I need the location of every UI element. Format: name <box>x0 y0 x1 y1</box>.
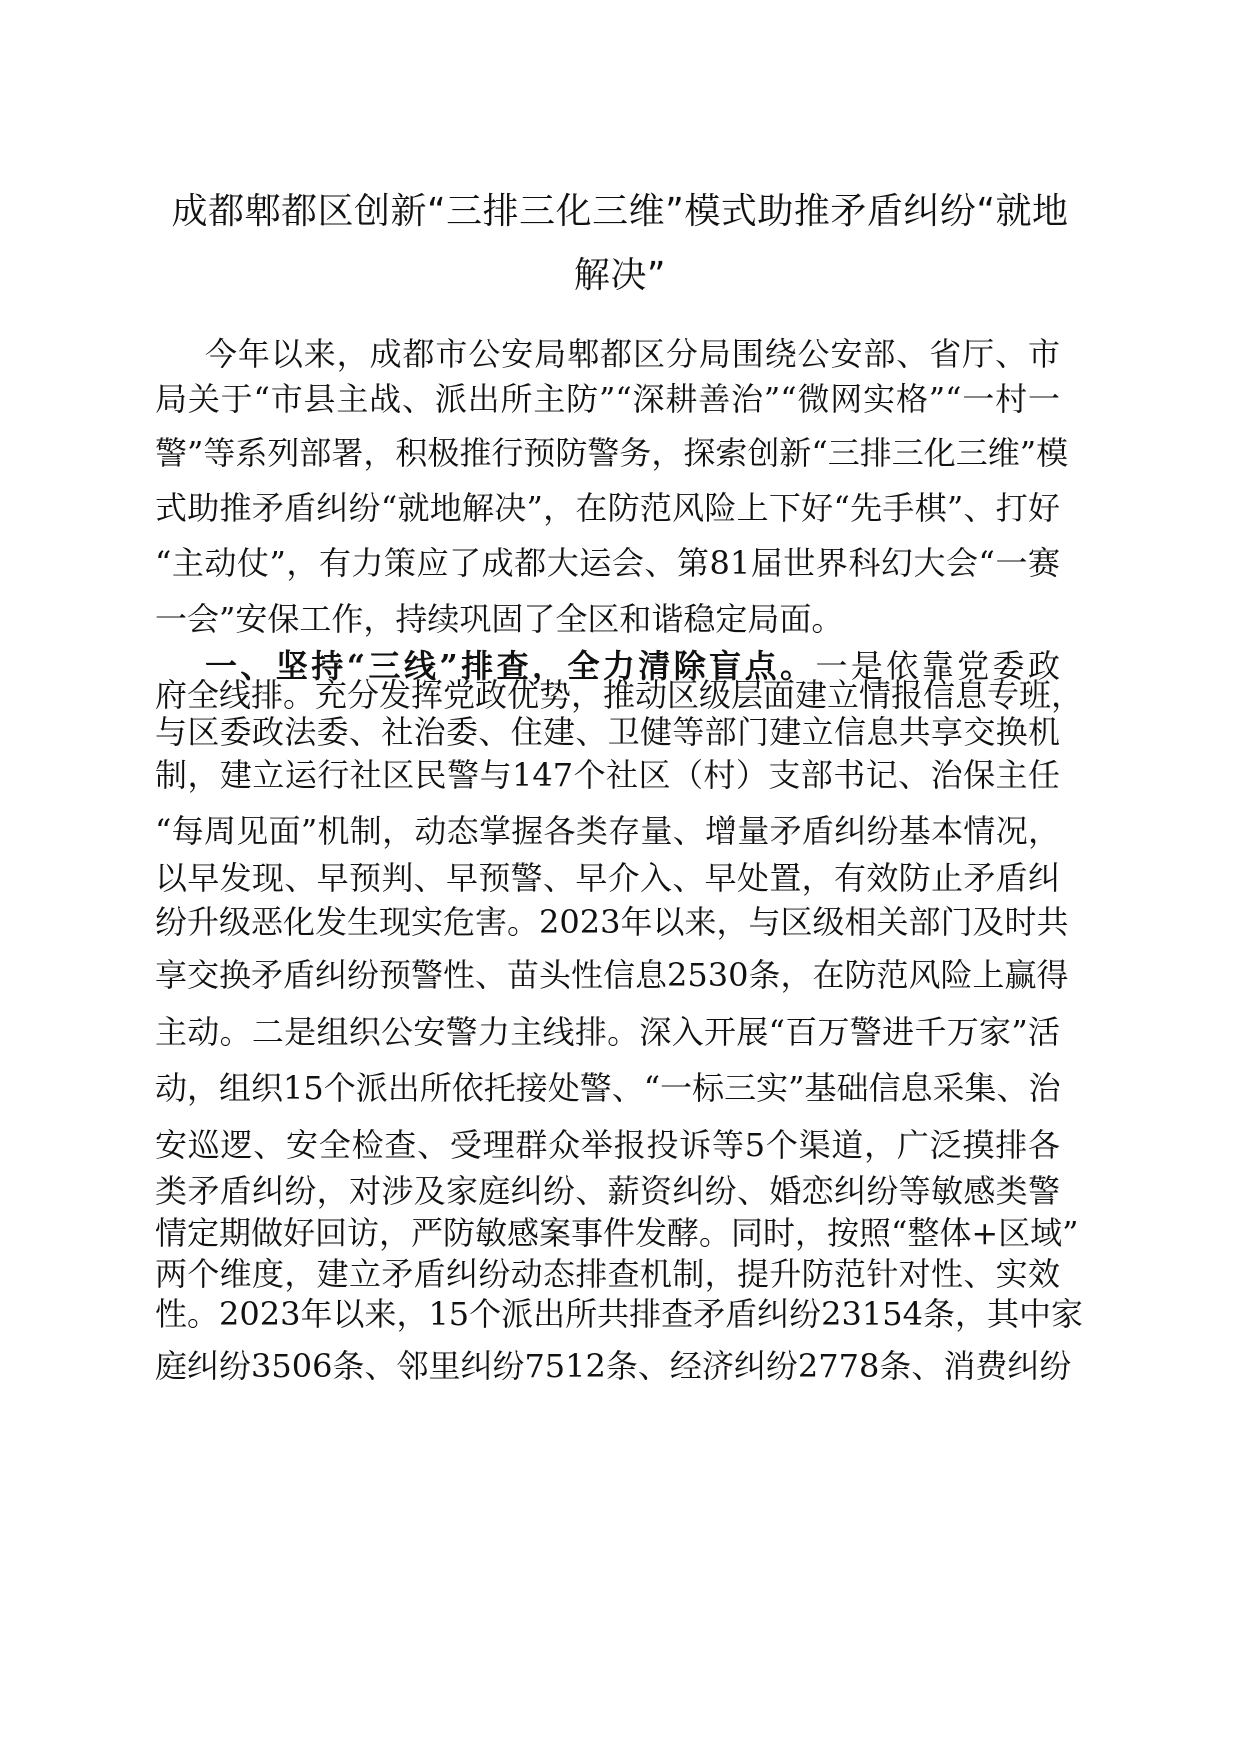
body-line: 安巡逻、安全检查、受理群众举报投诉等5个渠道，广泛摸排各 <box>155 1126 1060 1164</box>
body-line: 动，组织15个派出所依托接处警、“一标三实”基础信息采集、治 <box>155 1069 1061 1107</box>
body-line: 情定期做好回访，严防敏感案事件发酵。同时，按照“整体+区域” <box>155 1214 1079 1252</box>
body-line: 府全线排。充分发挥党政优势，推动区级层面建立情报信息专班， <box>155 676 1084 714</box>
section-heading: 一、坚持“三线”排查，全力清除盲点。 <box>205 647 816 685</box>
body-line: “主动仗”，有力策应了成都大运会、第81届世界科幻大会“一赛 <box>155 544 1060 582</box>
body-line: 警”等系列部署，积极推行预防警务，探索创新“三排三化三维”模 <box>155 434 1069 472</box>
body-line: 一会”安保工作，持续巩固了全区和谐稳定局面。 <box>155 600 844 638</box>
section-heading-rest: 一是依靠党委政 <box>815 647 1060 685</box>
body-line: 享交换矛盾纠纷预警性、苗头性信息2530条，在防范风险上赢得 <box>155 956 1069 994</box>
body-line: 类矛盾纠纷，对涉及家庭纠纷、薪资纠纷、婚恋纠纷等敏感类警 <box>155 1172 1060 1210</box>
body-line: 制，建立运行社区民警与147个社区（村）支部书记、治保主任 <box>155 756 1060 794</box>
title-line-1: 成都郫都区创新“三排三化三维”模式助推矛盾纠纷“就地 <box>171 191 1069 232</box>
title-line-2: 解决” <box>573 255 667 296</box>
body-line: 式助推矛盾纠纷“就地解决”，在防范风险上下好“先手棋”、打好 <box>155 489 1060 527</box>
body-line: 以早发现、早预判、早预警、早介入、早处置，有效防止矛盾纠 <box>155 859 1060 897</box>
body-line: 性。2023年以来，15个派出所共排查矛盾纠纷23154条，其中家 <box>155 1295 1083 1333</box>
body-line: 今年以来，成都市公安局郫都区分局围绕公安部、省厅、市 <box>205 335 1060 373</box>
body-line: 局关于“市县主战、派出所主防”“深耕善治”“微网实格”“一村一 <box>155 380 1060 418</box>
body-line: 庭纠纷3506条、邻里纠纷7512条、经济纠纷2778条、消费纠纷 <box>155 1347 1072 1385</box>
body-line: “每周见面”机制，动态掌握各类存量、增量矛盾纠纷基本情况， <box>155 812 1060 850</box>
body-line: 与区委政法委、社治委、住建、卫健等部门建立信息共享交换机 <box>155 713 1060 751</box>
body-line: 纷升级恶化发生现实危害。2023年以来，与区级相关部门及时共 <box>155 903 1069 941</box>
document-title <box>155 180 1085 308</box>
body-line: 两个维度，建立矛盾纠纷动态排查机制，提升防范针对性、实效 <box>155 1255 1060 1293</box>
body-line: 主动。二是组织公安警力主线排。深入开展“百万警进千万家”活 <box>155 1013 1060 1051</box>
